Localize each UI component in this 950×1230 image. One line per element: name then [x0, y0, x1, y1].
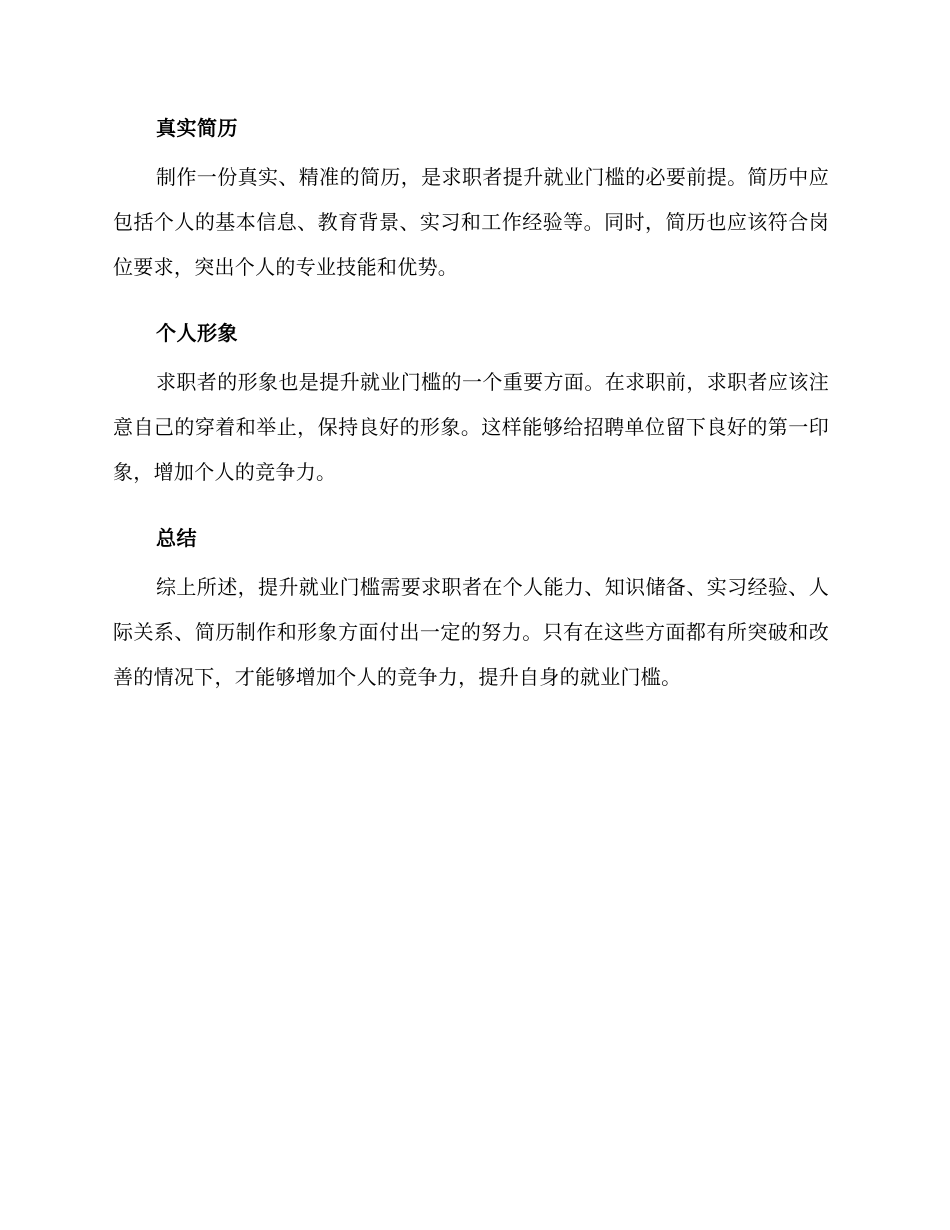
- section-resume: [113, 113, 829, 302]
- section-heading: 真实简历: [156, 116, 238, 140]
- section-paragraph: 综上所述，提升就业门槛需要求职者在个人能力、知识储备、实习经验、人际关系、简历制作和形象方面付出一定的努力。只有在这些方面都有所突破和改善的情况下，才能够增加个人的竞争力，提升自身的就业门槛。: [113, 575, 829, 689]
- section-heading: 个人形象: [156, 321, 238, 345]
- section-heading: 总结: [156, 526, 197, 550]
- section-summary: [113, 523, 829, 712]
- section-personal-image: [113, 318, 829, 507]
- section-paragraph: 求职者的形象也是提升就业门槛的一个重要方面。在求职前，求职者应该注意自己的穿着和举止，保持良好的形象。这样能够给招聘单位留下良好的第一印象，增加个人的竞争力。: [113, 370, 829, 484]
- section-paragraph: 制作一份真实、精准的简历，是求职者提升就业门槛的必要前提。简历中应包括个人的基本信息、教育背景、实习和工作经验等。同时，简历也应该符合岗位要求，突出个人的专业技能和优势。: [113, 165, 829, 279]
